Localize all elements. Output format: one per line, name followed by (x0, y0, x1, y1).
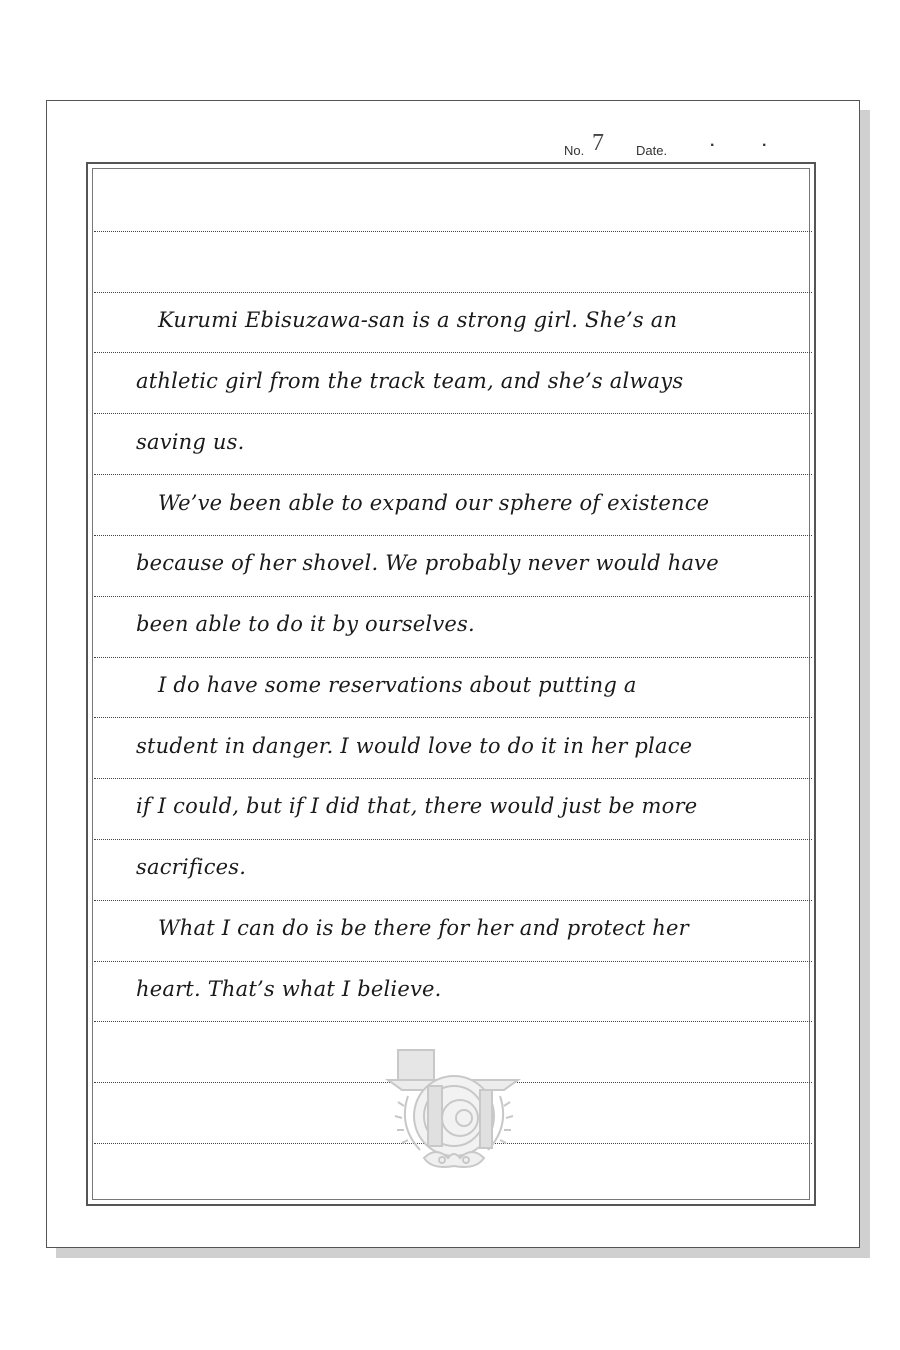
ruled-line (94, 535, 812, 536)
ruled-line (94, 900, 812, 901)
ruled-line (94, 292, 812, 293)
ruled-line (94, 839, 812, 840)
date-label: Date. (636, 143, 668, 158)
diary-line-11: What I can do is be there for her and protect her (158, 916, 689, 940)
diary-line-5: because of her shovel. We probably never would have (136, 551, 719, 575)
diary-line-9: if I could, but if I did that, there would just be more (136, 794, 698, 818)
diary-line-3: saving us. (136, 430, 245, 454)
date-separator-2: · (762, 137, 768, 154)
diary-line-6: been able to do it by ourselves. (136, 612, 475, 636)
ruled-line (94, 1021, 812, 1022)
ruled-line (94, 352, 812, 353)
page-number-label: No. (564, 143, 585, 158)
date-separator-1: · (710, 137, 716, 154)
page-header (48, 100, 860, 162)
diary-line-7: I do have some reservations about putting a (158, 673, 637, 697)
diary-line-8: student in danger. I would love to do it in her place (136, 734, 693, 758)
ruled-line (94, 596, 812, 597)
diary-line-2: athletic girl from the track team, and she’s always (136, 369, 684, 393)
diary-line-10: sacrifices. (136, 855, 247, 879)
diary-line-4: We’ve been able to expand our sphere of existence (158, 491, 710, 515)
ruled-line (94, 474, 812, 475)
page-number-value: 7 (592, 130, 604, 156)
ruled-line (94, 961, 812, 962)
ruled-line (94, 778, 812, 779)
ruled-line (94, 657, 812, 658)
ruled-line (94, 717, 812, 718)
ruled-line (94, 413, 812, 414)
ruled-line (94, 231, 812, 232)
diary-line-12: heart. That’s what I believe. (136, 977, 442, 1001)
diary-line-1: Kurumi Ebisuzawa-san is a strong girl. She’s an (158, 308, 678, 332)
school-crest-icon (384, 1046, 522, 1174)
